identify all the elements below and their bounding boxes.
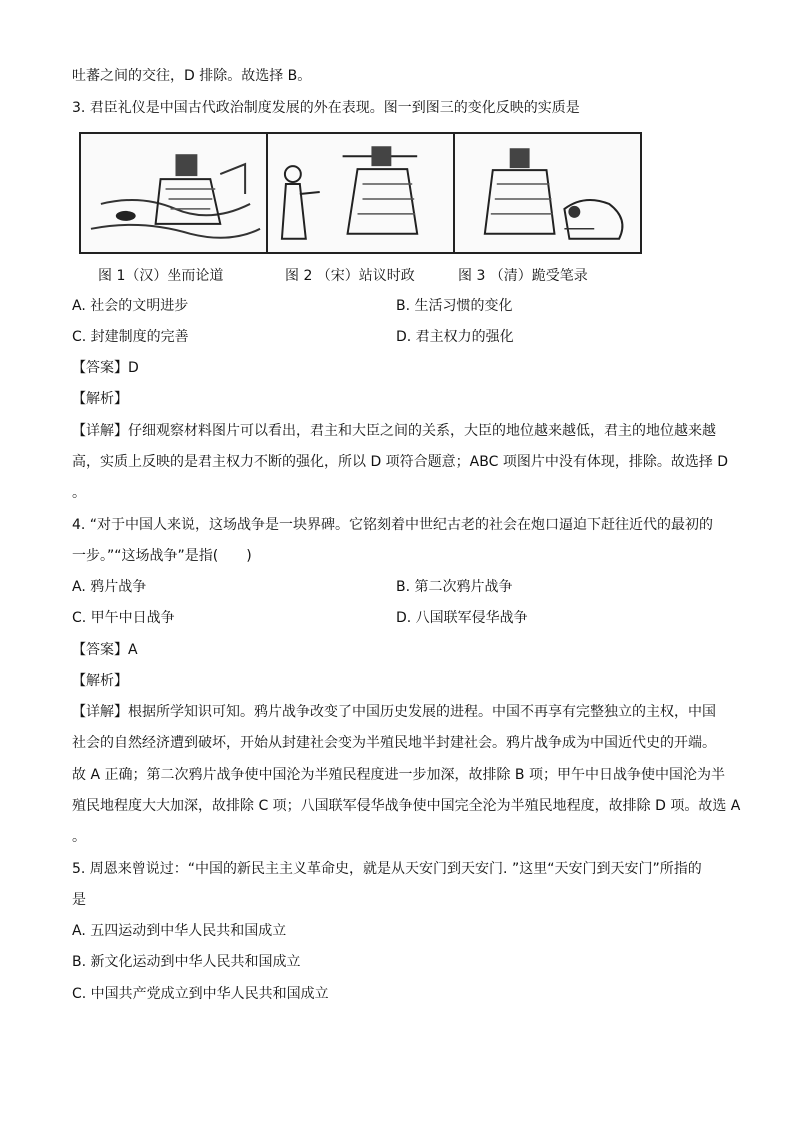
question-3-figure — [79, 132, 642, 254]
option-c: C. 甲午中日战争 — [72, 610, 175, 626]
option-a: A. 五四运动到中华人民共和国成立 — [72, 923, 287, 939]
option-b: B. 新文化运动到中华人民共和国成立 — [72, 954, 301, 970]
option-a: A. 鸦片战争 — [72, 579, 147, 595]
option-d: D. 君主权力的强化 — [396, 329, 514, 345]
option-c: C. 封建制度的完善 — [72, 329, 189, 345]
figure-panel-qing — [455, 134, 640, 252]
analysis-label: 【解析】 — [72, 673, 128, 689]
text-line: 吐蕃之间的交往，D 排除。故选择 B。 — [72, 68, 312, 84]
detail-line: 。 — [72, 829, 86, 845]
option-a: A. 社会的文明进步 — [72, 298, 189, 314]
question-4-stem: 4. “对于中国人来说，这场战争是一块界碑。它铭刻着中世纪古老的社会在炮口逼迫下赶往近代的最初的 — [72, 517, 714, 533]
option-b: B. 生活习惯的变化 — [396, 298, 513, 314]
option-c: C. 中国共产党成立到中华人民共和国成立 — [72, 986, 329, 1002]
analysis-label: 【解析】 — [72, 391, 128, 407]
detail-line: 社会的自然经济遭到破坏，开始从封建社会变为半殖民地半封建社会。鸦片战争成为中国近代史的开端。 — [72, 735, 716, 751]
question-5-stem: 5. 周恩来曾说过：“中国的新民主主义革命史，就是从天安门到天安门. ”这里“天安门到天安门”所指的 — [72, 861, 702, 877]
option-d: D. 八国联军侵华战争 — [396, 610, 528, 626]
detail-line: 【详解】仔细观察材料图片可以看出，君主和大臣之间的关系，大臣的地位越来越低，君主的地位越来越 — [72, 423, 716, 439]
option-b: B. 第二次鸦片战争 — [396, 579, 513, 595]
figure-panel-song — [268, 134, 455, 252]
answer-label: 【答案】A — [72, 642, 138, 658]
han-court-illustration — [81, 134, 266, 252]
question-5-stem: 是 — [72, 892, 86, 908]
detail-line: 故 A 正确；第二次鸦片战争使中国沦为半殖民程度进一步加深，故排除 B 项；甲午中日战争使中国沦为半 — [72, 767, 725, 783]
answer-label: 【答案】D — [72, 360, 139, 376]
question-3-stem: 3. 君臣礼仪是中国古代政治制度发展的外在表现。图一到图三的变化反映的实质是 — [72, 100, 580, 116]
qing-court-illustration — [455, 134, 640, 252]
figure-panel-han — [81, 134, 268, 252]
figure-caption-3: 图 3 （清）跪受笔录 — [458, 268, 588, 284]
figure-caption-2: 图 2 （宋）站议时政 — [285, 268, 415, 284]
detail-line: 高，实质上反映的是君主权力不断的强化，所以 D 项符合题意；ABC 项图片中没有体现，排除。故选择 D — [72, 454, 729, 470]
detail-line: 。 — [72, 485, 86, 501]
detail-line: 殖民地程度大大加深，故排除 C 项；八国联军侵华战争使中国完全沦为半殖民地程度，故排除 D 项。故选 A — [72, 798, 741, 814]
figure-caption-1: 图 1（汉）坐而论道 — [98, 268, 224, 284]
song-court-illustration — [268, 134, 453, 252]
question-4-stem: 一步。”“这场战争”是指( ) — [72, 548, 252, 564]
detail-line: 【详解】根据所学知识可知。鸦片战争改变了中国历史发展的进程。中国不再享有完整独立的主权，中国 — [72, 704, 716, 720]
